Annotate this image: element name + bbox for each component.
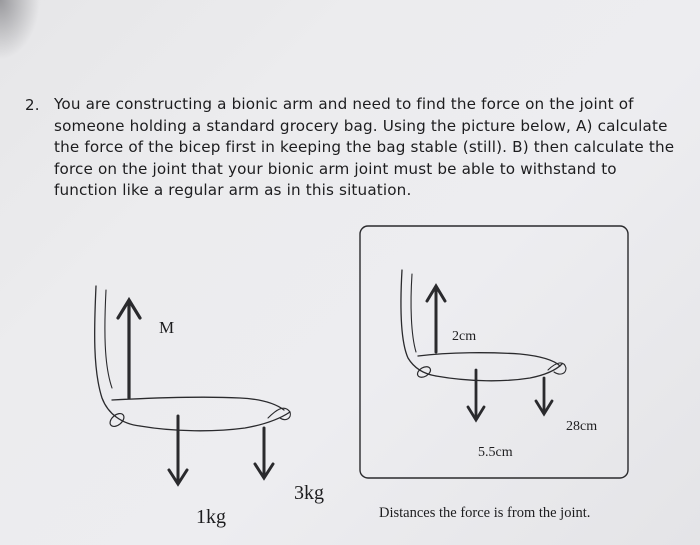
question-text: You are constructing a bionic arm and need to find the force on the joint of someone holding a standard grocery bag. Using the picture below, A) calculate the force of the bicep first in keeping the bag stable (still). B) then calculate the force on the joint that your bionic arm joint must be able to withstand to function like a regular arm as in this situation. [54, 95, 675, 199]
right-upper-arm-line [401, 270, 436, 376]
left-forearm-top [112, 397, 284, 410]
left-upper-arm-inner [105, 290, 112, 388]
right-upper-arm-inner [411, 274, 416, 352]
figure-caption: Distances the force is from the joint. [379, 505, 591, 521]
right-figure-frame [360, 226, 628, 478]
bicep-distance-label: 2cm [452, 329, 477, 344]
bag-mass-label: 3kg [294, 482, 324, 504]
forearm-mass-label: 1kg [196, 506, 226, 528]
left-arm-diagram [95, 286, 291, 484]
question-number: 2. [25, 96, 40, 114]
forearm-distance-label: 5.5cm [478, 445, 513, 460]
right-forearm-top [418, 353, 560, 366]
muscle-label: M [159, 318, 175, 337]
right-arm-diagram [401, 270, 566, 420]
left-elbow-joint [108, 411, 127, 429]
left-forearm-bottom [140, 412, 290, 431]
bag-distance-label: 28cm [566, 419, 598, 434]
